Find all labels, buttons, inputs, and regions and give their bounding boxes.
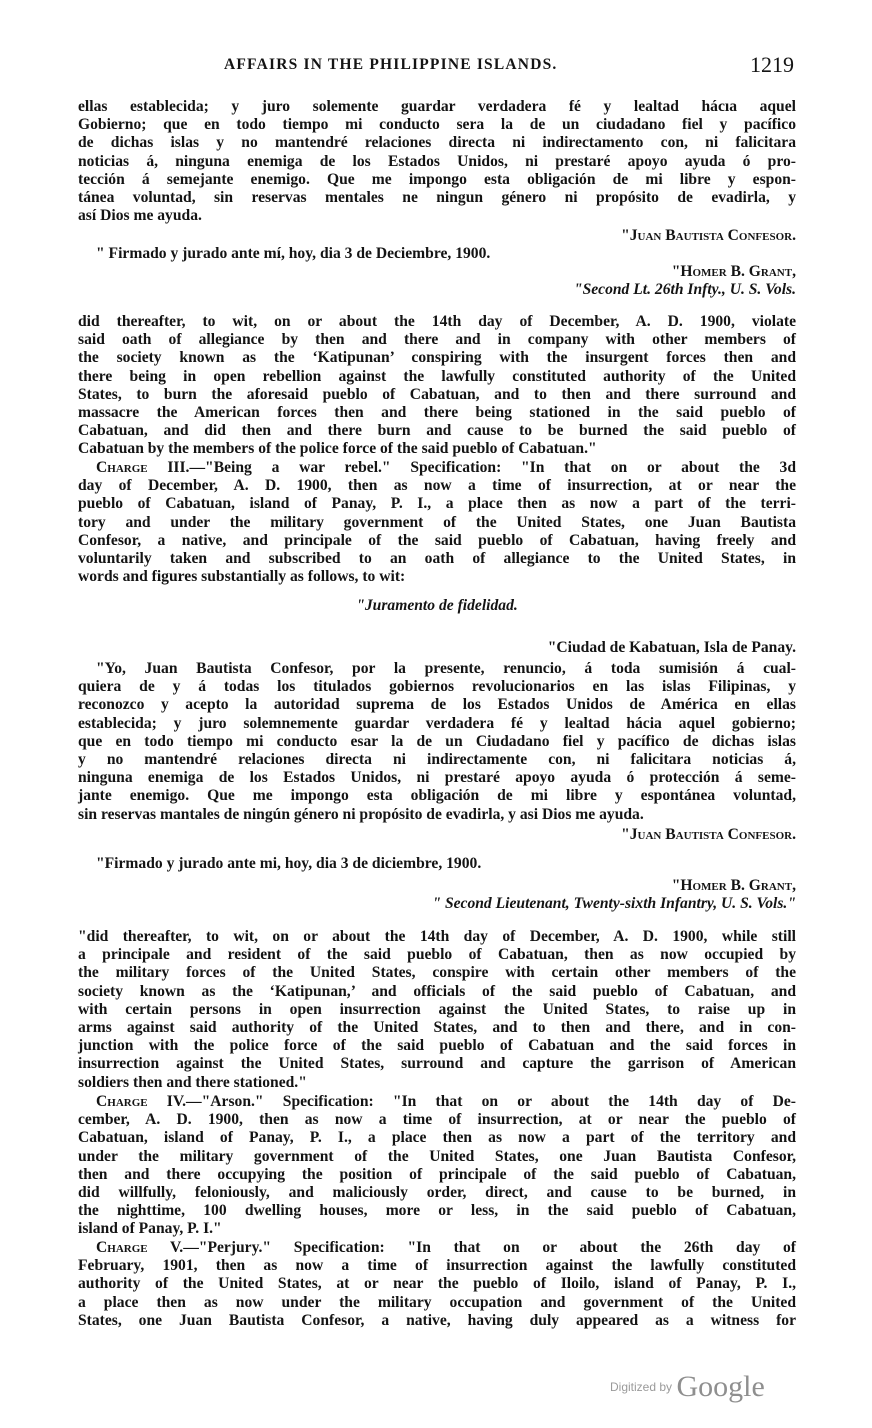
spec-line: soldiers then and there stationed." bbox=[78, 1073, 307, 1091]
officer-rank: "Second Lt. 26th Infty., U. S. Vols. bbox=[573, 281, 796, 298]
sworn-line: " Firmado y jurado ante mí, hoy, dia 3 de Deciembre, 1900. bbox=[96, 245, 491, 262]
oath-line: quiera de y á todas los titulados gobiernos revolucionarios en las islas Filipinas, y bbox=[78, 678, 796, 696]
signature-name: "Juan Bautista Confesor. bbox=[621, 826, 796, 843]
google-watermark bbox=[610, 1370, 765, 1404]
oath-line: reconozco y acepto la autoridad suprema de los Estados Unidos de América en ellas bbox=[78, 696, 796, 714]
charge-iii bbox=[78, 459, 796, 477]
charge-label: Charge III. bbox=[96, 459, 190, 476]
spec-line: said oath of allegiance by then and there and in company with other members of bbox=[78, 331, 796, 349]
charge-iv-line: cember, A. D. 1900, then as now a time of insurrection, at or near the pueblo of bbox=[78, 1111, 796, 1129]
spec-line: society known as the ‘Katipunan,’ and officials of the said pueblo of Cabatuan, and bbox=[78, 982, 796, 1000]
spec-line: insurrection against the United States, surround and capture the garrison of American bbox=[78, 1055, 796, 1073]
oath-line: y no mantendré relaciones directa ni indirectamente con, ni falicitara noticias á, bbox=[78, 751, 796, 768]
charge-iv-line: island of Panay, P. I." bbox=[78, 1220, 222, 1238]
spec-line: with certain persons in open insurrection against the United States, to raise up in bbox=[78, 1000, 796, 1018]
spec-line: junction with the police force of the said pueblo of Cabatuan and the said forces in bbox=[78, 1037, 796, 1055]
officer-rank: " Second Lieutenant, Twenty-sixth Infantry, U. S. Vols." bbox=[432, 895, 796, 912]
charge-iii-line: words and figures substantially as follows, to wit: bbox=[78, 568, 406, 586]
spec-line: did thereafter, to wit, on or about the 14th day of December, A. D. 1900, violate bbox=[78, 313, 796, 330]
spec-line: the military forces of the United States, conspire with certain other members of the bbox=[78, 964, 796, 982]
sworn-line: "Firmado y jurado ante mi, hoy, dia 3 de diciembre, 1900. bbox=[96, 855, 482, 872]
charge-iv-line: then and there occupying the position of principale of the said pueblo of Cabatuan, bbox=[78, 1165, 796, 1183]
spec-line: States, to burn the aforesaid pueblo of Cabatuan, and to then and there surround and bbox=[78, 385, 796, 403]
oath-line: ninguna enemiga de los Estados Unidos, ni prestaré apoyo ayuda ó protección á seme- bbox=[78, 769, 796, 787]
oath-line: "Yo, Juan Bautista Confesor, por la presente, renuncio, á toda sumisión á cual- bbox=[96, 660, 796, 677]
charge-v-line: February, 1901, then as now a time of insurrection against the lawfully constituted bbox=[78, 1257, 796, 1275]
spec-line: the society known as the ‘Katipunan’ conspiring with the insurgent forces then and bbox=[78, 349, 796, 367]
google-logo: Google bbox=[676, 1370, 765, 1403]
spec-line: a principale and resident of the said pueblo of Cabatuan, then as now occupied by bbox=[78, 946, 796, 964]
page-number: 1219 bbox=[750, 52, 794, 77]
watermark-prefix: Digitized by bbox=[610, 1380, 673, 1394]
officer-name: "Homer B. Grant, bbox=[671, 263, 796, 280]
charge-iv-line: did willfully, feloniously, and maliciously order, direct, and cause to be burned, in bbox=[78, 1184, 796, 1201]
oath-line: que en todo tiempo mi conducto esar la de un Ciudadano fiel y pacífico de dichas islas bbox=[78, 732, 796, 750]
oath-title: "Juramento de fidelidad. bbox=[356, 597, 518, 614]
charge-iv bbox=[78, 1093, 796, 1111]
charge-v-line: States, one Juan Bautista Confesor, a native, having duly appeared as a witness for bbox=[78, 1311, 796, 1329]
oath-line: noticias á, ninguna enemiga de los Estados Unidos, ni prestaré apoyo ayuda ó pro- bbox=[78, 152, 796, 170]
spec-line: there being in open rebellion against the lawfully constituted authority of the United bbox=[78, 367, 796, 385]
charge-text: —"Perjury." Specification: "In that on or about the 26th day of bbox=[183, 1239, 796, 1256]
page-header bbox=[78, 52, 796, 76]
charge-iii-line: pueblo of Cabatuan, island of Panay, P. I., a place then as now a part of the terri- bbox=[78, 495, 796, 513]
spec-line: Cabatuan by the members of the police force of the said pueblo of Cabatuan." bbox=[78, 440, 597, 458]
spec-line: "did thereafter, to wit, on or about the 14th day of December, A. D. 1900, while still bbox=[78, 928, 796, 945]
charge-text: —"Being a war rebel." Specification: "In that on or about the 3d bbox=[189, 459, 796, 476]
charge-iii-line: tory and under the military government of the United States, one Juan Bautista bbox=[78, 513, 796, 531]
charge-iv-line: under the military government of the United States, one Juan Bautista Confesor, bbox=[78, 1147, 796, 1165]
oath-line: jante enemigo. Que me impongo esta obligación de mi libre y espontánea voluntad, bbox=[78, 787, 796, 805]
charge-iii-line: voluntarily taken and subscribed to an oath of allegiance to the United States, in bbox=[78, 550, 796, 567]
oath-line: tección á semejante enemigo. Que me impongo esta obligación de mi libre y espon- bbox=[78, 170, 796, 188]
charge-iv-line: Cabatuan, island of Panay, P. I., a place then as now a part of the territory and bbox=[78, 1129, 796, 1147]
oath-line: ellas establecida; y juro solemente guardar verdadera fé y lealtad hácıa aquel bbox=[78, 98, 796, 115]
oath-place: "Ciudad de Kabatuan, Isla de Panay. bbox=[547, 639, 796, 656]
running-head: AFFAIRS IN THE PHILIPPINE ISLANDS. bbox=[224, 56, 558, 73]
charge-iii-line: Confesor, a native, and principale of the said pueblo of Cabatuan, having freely and bbox=[78, 531, 796, 549]
oath-line: de dichas islas y no mantendré relaciones directa ni indirectamento con, ni falicitara bbox=[78, 134, 796, 152]
oath-line: así Dios me ayuda. bbox=[78, 207, 202, 225]
charge-label: Charge IV. bbox=[96, 1093, 187, 1110]
charge-text: —"Arson." Specification: "In that on or about the 14th day of De- bbox=[186, 1093, 796, 1110]
oath-line: sin reservas mantales de ningún género ni propósito de evadirla, y asi Dios me ayuda. bbox=[78, 805, 644, 823]
spec-line: arms against said authority of the United States, and to then and there, and in con- bbox=[78, 1019, 796, 1036]
oath-line: tánea voluntad, sin reservas mentales ne ningun género ni propósito de evadirla, y bbox=[78, 189, 796, 206]
oath-line: establecida; y juro solemnemente guardar verdadera fé y lealtad hácia aquel gobierno; bbox=[78, 714, 796, 732]
charge-iv-line: the nighttime, 100 dwelling houses, more or less, in the said pueblo of Cabatuan, bbox=[78, 1202, 796, 1220]
spec-line: massacre the American forces then and there being stationed in the said pueblo of bbox=[78, 404, 796, 421]
oath-line: Gobierno; que en todo tiempo mi conducto sera la de un ciudadano fiel y pacífico bbox=[78, 116, 796, 134]
charge-v-line: a place then as now under the military occupation and government of the United bbox=[78, 1293, 796, 1311]
signature-name: "Juan Bautista Confesor. bbox=[621, 227, 796, 244]
charge-label: Charge V. bbox=[96, 1239, 184, 1256]
charge-v bbox=[78, 1239, 796, 1257]
charge-v-line: authority of the United States, at or near the pueblo of Iloilo, island of Panay, P. I., bbox=[78, 1275, 796, 1293]
charge-iii-line: day of December, A. D. 1900, then as now a time of insurrection, at or near the bbox=[78, 477, 796, 495]
spec-line: Cabatuan, and did then and there burn and cause to be burned the said pueblo of bbox=[78, 422, 796, 440]
officer-name: "Homer B. Grant, bbox=[671, 877, 796, 894]
